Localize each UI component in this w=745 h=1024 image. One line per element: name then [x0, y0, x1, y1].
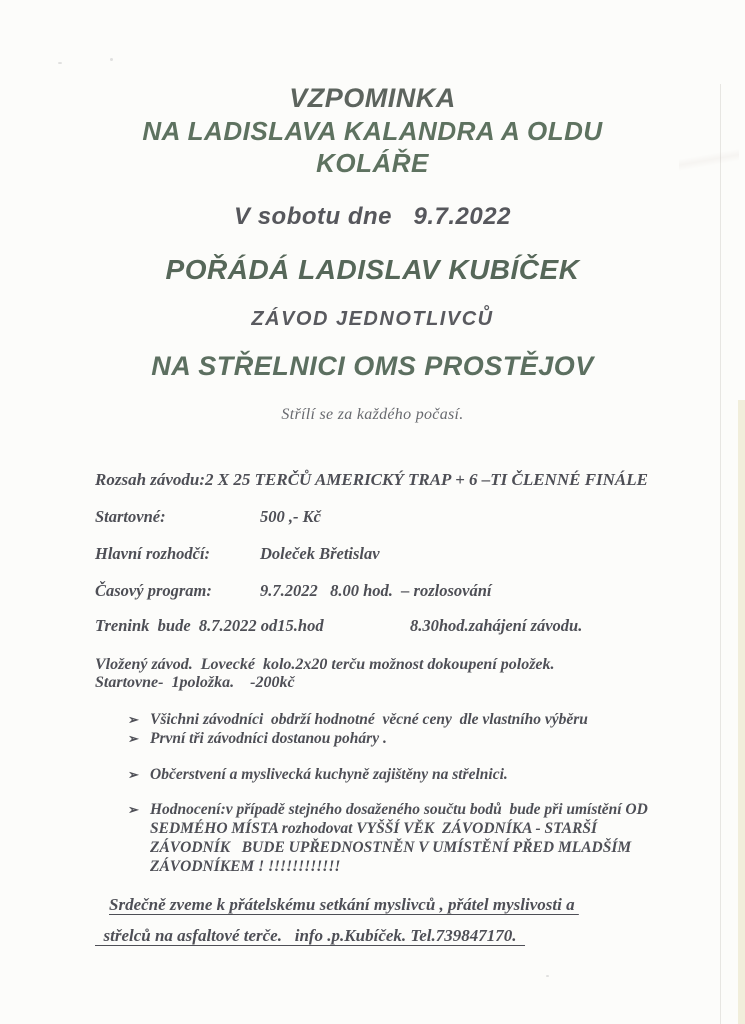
flyer-body: [0, 470, 745, 946]
scan-artifact-crease: [679, 10, 739, 310]
info-row-schedule: [95, 582, 690, 600]
head-referee-label: Hlavní rozhodčí:: [95, 544, 211, 563]
bullet-scoring-rules: [95, 800, 690, 876]
info-row-head-referee: [95, 545, 690, 563]
event-title-line2: NA LADISLAVA KALANDRA A OLDU: [142, 116, 603, 146]
head-referee-value: Doleček Břetislav: [260, 544, 380, 563]
arrow-bullet-icon: ➢: [128, 731, 139, 746]
race-scope-line: Rozsah závodu:2 X 25 TERČŮ AMERICKÝ TRAP + 6 –TI ČLENNÉ FINÁLE: [95, 470, 648, 489]
event-title-line1: VZPOMINKA: [289, 83, 456, 113]
flyer-header: [0, 0, 745, 424]
scan-artifact-edge-strip: [738, 400, 745, 1024]
event-title-line3: KOLÁŘE: [316, 148, 429, 178]
closing-invitation-line1: Srdečně zveme k přátelskému setkání myslivců , přátel myslivosti a: [109, 895, 579, 914]
closing-invitation-line2: střelců na asfaltové terče. info .p.Kubíček. Tel.739847170.: [95, 926, 526, 945]
bullet-refreshments: [95, 765, 690, 784]
event-type: ZÁVOD JEDNOTLIVCŮ: [251, 308, 494, 330]
event-venue: NA STŘELNICI OMS PROSTĚJOV: [151, 351, 594, 381]
schedule-label: Časový program:: [95, 581, 212, 600]
event-organizer: POŘÁDÁ LADISLAV KUBÍČEK: [165, 254, 580, 285]
scan-artifact-speck: [110, 58, 113, 61]
side-event-line1: Vložený závod. Lovecké kolo.2x20 terču možnost dokoupení položek.: [95, 656, 555, 673]
bullet-text: Hodnocení:v případě stejného dosaženého součtu bodů bude při umístění OD SEDMÉHO MÍSTA rozhodovat VYŠŠÍ VĚK ZÁVODNÍKA - STARŠÍ ZÁVODNÍK BUDE UPŘEDNOSTNĚN V UMÍSTĚNÍ PŘED MLADŠÍM ZÁVODNÍKEM ! !!!!!!!!!!!!: [150, 801, 652, 875]
race-start-info: 8.30hod.zahájení závodu.: [410, 616, 583, 635]
scan-artifact-speck: [58, 62, 62, 64]
bullet-text: Všichni závodníci obdrží hodnotné věcné ceny dle vlastního výběru: [150, 711, 588, 728]
schedule-value: 9.7.2022 8.00 hod. – rozlosování: [260, 581, 492, 600]
side-event-line2: Startovne- 1položka. -200kč: [95, 674, 295, 691]
training-info: Trenink bude 8.7.2022 od15.hod: [95, 616, 324, 635]
event-date: V sobotu dne 9.7.2022: [234, 203, 511, 230]
arrow-bullet-icon: ➢: [128, 712, 139, 727]
arrow-bullet-icon: ➢: [128, 802, 139, 817]
entry-fee-value: 500 ,- Kč: [260, 507, 321, 526]
bullet-text: První tři závodníci dostanou poháry .: [150, 730, 387, 747]
training-row: [95, 617, 690, 635]
bullet-prizes: [95, 710, 690, 729]
weather-note: Střílí se za každého počasí.: [281, 406, 464, 423]
entry-fee-label: Startovné:: [95, 507, 166, 526]
bullet-trophies: [95, 729, 690, 748]
info-row-entry-fee: [95, 508, 690, 526]
bullet-text: Občerstvení a myslivecká kuchyně zajištěny na střelnici.: [150, 766, 508, 783]
scan-artifact-speck: [546, 975, 549, 977]
arrow-bullet-icon: ➢: [128, 767, 139, 782]
